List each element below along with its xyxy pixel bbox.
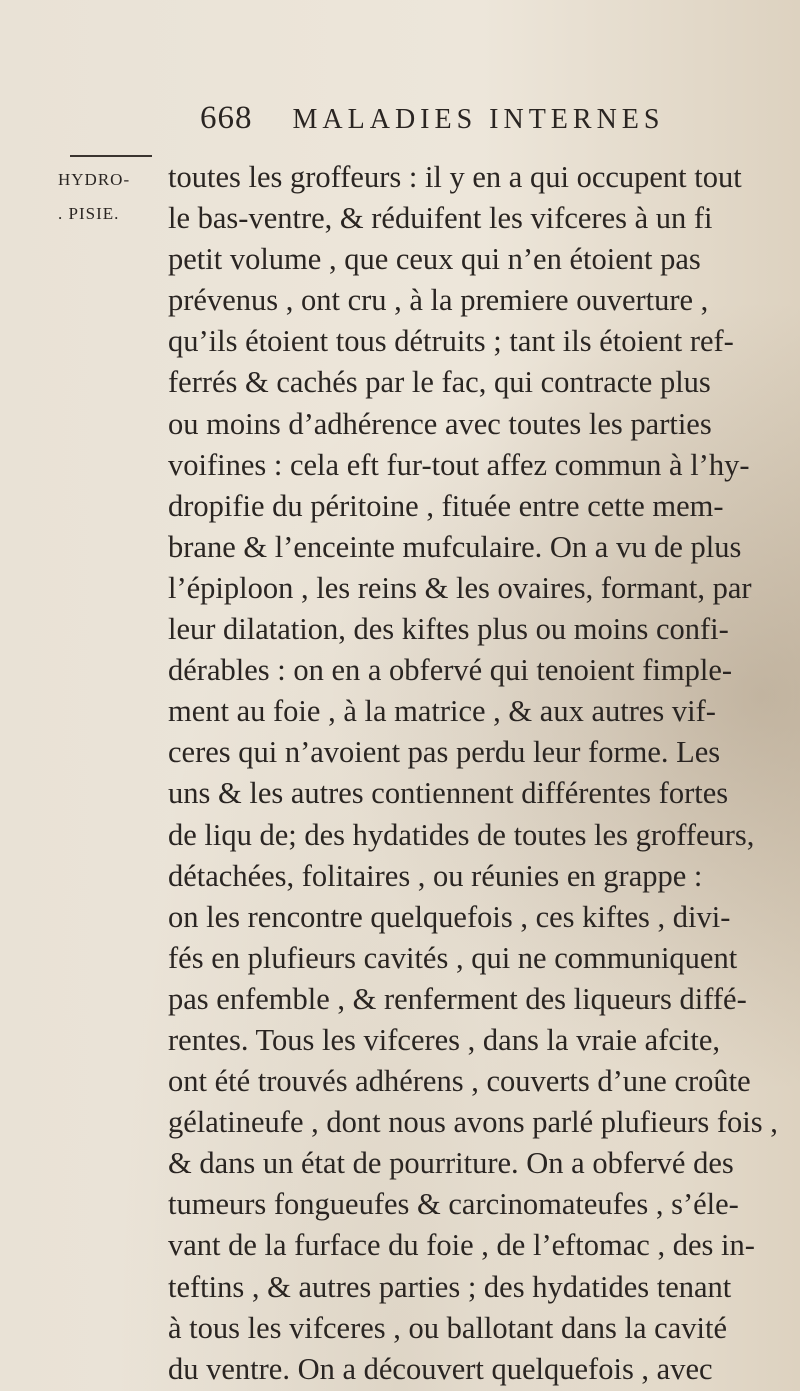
text-line: on les rencontre quelquefois , ces kiftes , divi- (168, 899, 731, 934)
text-line: uns & les autres contiennent différentes fortes (168, 776, 729, 811)
running-title: MALADIES INTERNES (292, 104, 665, 135)
text-line: teftins , & autres parties ; des hydatides tenant (168, 1269, 732, 1304)
text-line: gélatineufe , dont nous avons parlé plufieurs fois , (168, 1105, 778, 1140)
text-line: brane & l’enceinte mufculaire. On a vu de plus (168, 529, 742, 564)
text-line: vant de la furface du foie , de l’eftomac , des in- (168, 1228, 755, 1263)
text-line: pas enfemble , & renferment des liqueurs diffé- (168, 981, 747, 1016)
text-line: qu’ils étoient tous détruits ; tant ils étoient ref- (168, 324, 734, 359)
text-line: prévenus , ont cru , à la premiere ouverture , (168, 283, 709, 318)
text-line: ou moins d’adhérence avec toutes les parties (168, 406, 712, 441)
text-line: du ventre. On a découvert quelquefois , avec (168, 1351, 713, 1386)
text-line: ferrés & cachés par le fac, qui contracte plus (168, 365, 711, 400)
text-line: rentes. Tous les vifceres , dans la vraie afcite, (168, 1022, 721, 1057)
text-line: fés en plufieurs cavités , qui ne communiquent (168, 940, 738, 975)
text-line: tumeurs fongueufes & carcinomateufes , s’éle- (168, 1187, 739, 1222)
text-line: le bas-ventre, & réduifent les vifceres à un fi (168, 201, 713, 236)
text-line: petit volume , que ceux qui n’en étoient pas (168, 242, 701, 277)
text-line: ment au foie , à la matrice , & aux autres vif- (168, 694, 716, 729)
text-line: ont été trouvés adhérens , couverts d’une croûte (168, 1064, 751, 1099)
margin-rule (70, 155, 152, 157)
text-line: toutes les groffeurs : il y en a qui occupent tout (168, 160, 742, 194)
margin-note-line-1: HYDRO- (58, 170, 131, 189)
page-number: 668 (200, 100, 253, 136)
text-line: voifines : cela eft fur-tout affez commun à l’hy- (168, 447, 750, 482)
margin-note (58, 163, 178, 231)
body-text (168, 157, 800, 1390)
text-line: l’épiploon , les reins & les ovaires, formant, par (168, 570, 752, 605)
text-line: & dans un état de pourriture. On a obfervé des (168, 1146, 734, 1181)
text-line: détachées, folitaires , ou réunies en grappe : (168, 858, 703, 893)
page-header (200, 100, 665, 146)
text-line: leur dilatation, des kiftes plus ou moins confi- (168, 612, 729, 647)
margin-note-line-2: . PISIE. (58, 204, 120, 223)
text-line: de liqu de; des hydatides de toutes les groffeurs, (168, 817, 755, 852)
text-line: à tous les vifceres , ou ballotant dans la cavité (168, 1310, 727, 1345)
text-line: ceres qui n’avoient pas perdu leur forme. Les (168, 735, 721, 770)
text-line: dropifie du péritoine , fituée entre cette mem- (168, 488, 724, 523)
text-line: dérables : on en a obfervé qui tenoient fimple- (168, 653, 733, 688)
